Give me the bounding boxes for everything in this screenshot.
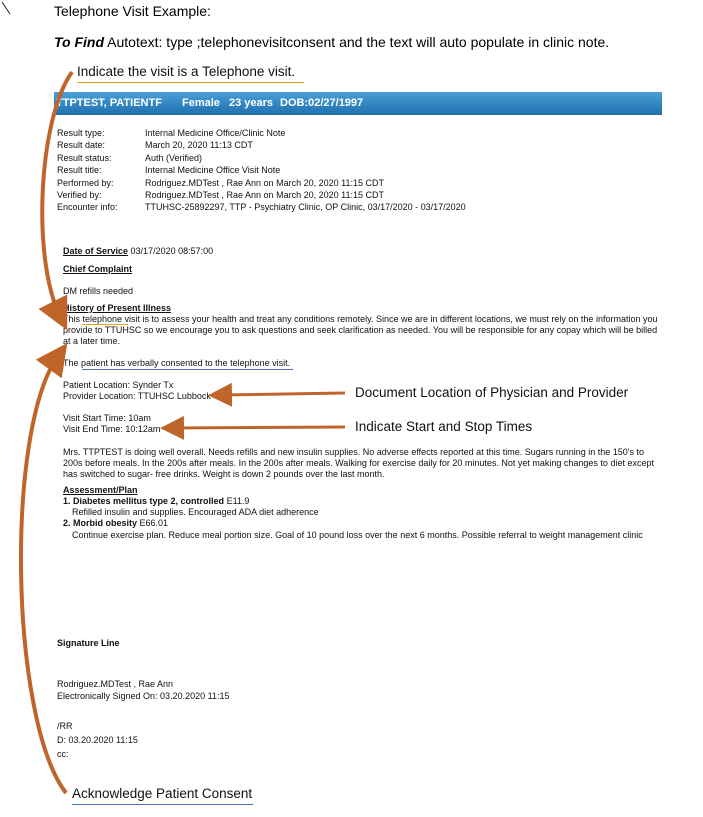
provider-location: Provider Location: TTUHSC Lubbock (63, 391, 211, 401)
chief-complaint-heading: Chief Complaint (63, 264, 132, 274)
assessment-plan-heading: Assessment/Plan (63, 485, 138, 495)
annotation-consent: Acknowledge Patient Consent (72, 786, 253, 801)
result-value: TTUHSC-25892297, TTP - Psychiatry Clinic, OP Clinic, 03/17/2020 - 03/17/2020 (145, 202, 466, 212)
page-title: Telephone Visit Example: (54, 3, 211, 19)
date-of-service (63, 246, 213, 256)
result-value: Auth (Verified) (145, 153, 203, 163)
autotext-instruction (54, 34, 609, 50)
autotext-label: To Find (54, 34, 105, 50)
result-label: Result title: (57, 165, 102, 175)
patient-dob: DOB:02/27/1997 (280, 97, 364, 109)
hpi-text: This telephone visit is to assess your health and treat any conditions remotely. Since we are in different locations, we must rely on the information you provide to TTUHSC so we encourage you to ask questions and seek clarification as needed. You will be responsible for any copay which will be billed at a later time. (63, 314, 658, 346)
arrow-location (220, 393, 345, 395)
annotation-consent-underline (72, 804, 253, 805)
diagnosis-1-code: E11.9 (226, 496, 250, 506)
telephone-underline (82, 324, 128, 325)
annotation-times: Indicate Start and Stop Times (355, 419, 533, 434)
corner-mark (2, 2, 10, 14)
result-value: Rodriguez.MDTest , Rae Ann on March 20, 2020 11:15 CDT (145, 190, 384, 200)
result-value: Internal Medicine Office Visit Note (145, 165, 281, 175)
consent-text: The patient has verbally consented to the telephone visit. (63, 358, 291, 368)
result-label: Result type: (57, 128, 105, 138)
diagnosis-2-title: 2. Morbid obesity (63, 518, 138, 528)
dictated-date: D: 03.20.2020 11:15 (57, 735, 138, 745)
diagnosis-2-plan: Continue exercise plan. Reduce meal portion size. Goal of 10 pound loss over the next 6 months. Possible referral to weight management clinic (72, 530, 643, 540)
patient-sex: Female (182, 97, 220, 109)
result-value: March 20, 2020 11:13 CDT (145, 140, 253, 150)
diagnosis-1-title: 1. Diabetes mellitus type 2, controlled (63, 496, 225, 506)
diagnosis-2-code: E66.01 (139, 518, 169, 528)
signature-heading: Signature Line (57, 638, 120, 648)
result-label: Performed by: (57, 178, 114, 188)
result-label: Result status: (57, 153, 112, 163)
diagnosis-1 (63, 496, 249, 506)
signed-on: Electronically Signed On: 03.20.2020 11:15 (57, 691, 230, 701)
signer-initials: /RR (57, 721, 73, 731)
annotation-location: Document Location of Physician and Provider (355, 385, 629, 400)
narrative-text: Mrs. TTPTEST is doing well overall. Needs refills and new insulin supplies. No adverse effects reported at this time. Sugars running in the 150's to 200s before meals. In the 200s after meals. In the 200s after meals. Walking for exercise daily for 20 minutes. Not yet making changes to diet except has switched to sugar- free drinks. Weight is down 2 pounds over the last month. (63, 447, 654, 479)
arrow-times (172, 427, 345, 428)
diagnosis-2 (63, 518, 168, 528)
visit-start-time: Visit Start Time: 10am (63, 413, 151, 423)
annotation-telephone-underline (77, 82, 304, 83)
patient-age: 23 years (229, 97, 274, 109)
autotext-text: Autotext: type ;telephonevisitconsent and the text will auto populate in clinic note. (107, 34, 610, 50)
result-value: Rodriguez.MDTest , Rae Ann on March 20, 2020 11:15 CDT (145, 178, 384, 188)
chief-complaint-text: DM refills needed (63, 286, 134, 296)
cc-line: cc: (57, 749, 69, 759)
signer-name: Rodriguez.MDTest , Rae Ann (57, 679, 174, 689)
patient-name: TTPTEST, PATIENTF (56, 97, 162, 109)
patient-location: Patient Location: Synder Tx (63, 380, 174, 390)
dos-value: 03/17/2020 08:57:00 (130, 246, 214, 256)
result-label: Verified by: (57, 190, 102, 200)
result-label: Result date: (57, 140, 106, 150)
patient-banner (54, 92, 662, 115)
result-label: Encounter info: (57, 202, 118, 212)
diagnosis-1-plan: Refilled insulin and supplies. Encouraged ADA diet adherence (72, 507, 319, 517)
dos-label: Date of Service (63, 246, 129, 256)
visit-end-time: Visit End Time: 10:12am (63, 424, 161, 434)
annotation-telephone: Indicate the visit is a Telephone visit. (77, 64, 296, 79)
result-value: Internal Medicine Office/Clinic Note (145, 128, 286, 138)
consent-underline (82, 369, 293, 370)
hpi-heading: History of Present Illness (63, 303, 172, 313)
